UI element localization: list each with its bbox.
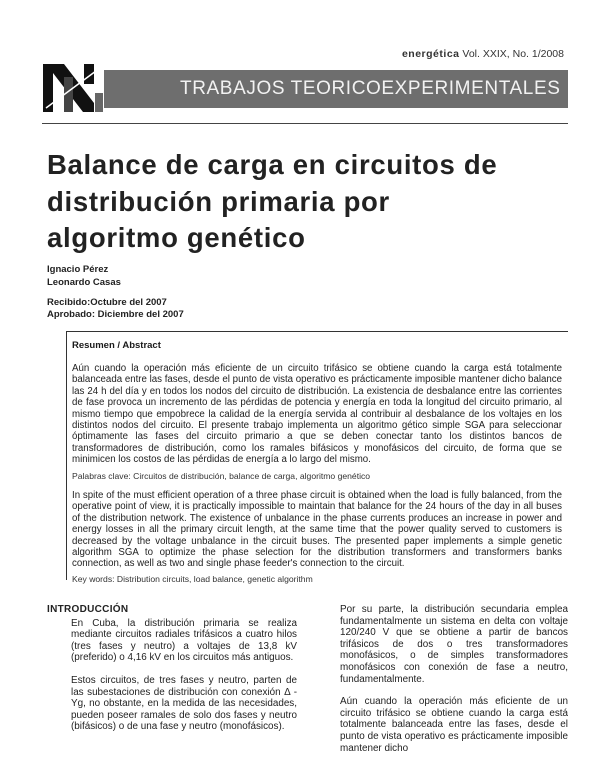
- body-paragraph: Aún cuando la operación más eficiente de un circuito trifásico se obtiene cuando la carga está totalmente balanceada entre las fases, desde el punto de vista operativo es prácticamente imposible mantener dicho: [340, 696, 568, 754]
- body-paragraph: En Cuba, la distribución primaria se realiza mediante circuitos radiales trifásicos a cuatro hilos (tres fases y neutro) a voltajes de 13,8 kV (preferido) o 4,16 kV en los circuitos más antiguos.: [71, 617, 297, 664]
- abstract-english-text: In spite of the must efficient operation of a three phase circuit is obtained when the load is fully balanced, from the operative point of view, it is practically impossible to maintain that balance for the 24 hours of the day in all buses of the distribution network. The existence of unbalance in the phase currents produces an increase in power and energy losses in all the primary circuit length, at the same time that the power quality served to customers is decreased by the voltage unbalance in the circuit buses. The presented paper implements a simple genetic algorithm SGA to optimize the phase selection for the distribution transformers and transformers banks connection, as well as two and single phase feeder's connection to the circuit.: [72, 490, 562, 570]
- journal-header: [402, 48, 564, 60]
- key-words: Key words: Distribution circuits, load balance, genetic algorithm: [72, 574, 313, 584]
- column-left: [47, 604, 297, 744]
- resumen-text: Aún cuando la operación más eficiente de un circuito trifásico se obtiene cuando la carga está totalmente balanceada entre las fases, desde el punto de vista operativo es prácticamente imposible mantener dicho balance las 24 h del día y en todos los nodos del circuito de distribución. La existencia de desbalance entre las corrientes de fase provoca un incremento de las pérdidas de potencia y energía en toda la longitud del circuito primario, al mismo tiempo que empobrece la calidad de la energía servida al contribuir al desbalance de los voltajes en los distintos nodos del circuito. El presente trabajo implementa un algoritmo gético simple SGA para seleccionar óptimamente las fases del circuito primario a que se deben conectar tanto los distintos bancos de transformadores de distribución, como los ramales bifásicos y monofásicos del circuito, de forma que se minimicen los costos de las pérdidas de energía a lo largo del mismo.: [72, 363, 562, 466]
- palabras-clave: Palabras clave: Circuitos de distribución, balance de carga, algoritmo genético: [72, 471, 371, 481]
- journal-name: energética: [401, 48, 460, 60]
- title-divider: [42, 123, 568, 124]
- author-name: Leonardo Casas: [47, 277, 121, 288]
- section-heading-introduccion: INTRODUCCIÓN: [47, 604, 129, 615]
- author-list: [47, 263, 121, 289]
- body-paragraph: Estos circuitos, de tres fases y neutro, parten de las subestaciones de distribución con conexión Δ -Yg, no obstante, en la medida de las necesidades, pueden poseer ramales de solo dos fases y neutro (bifásicos) o de una fase y neutro (monofásicos).: [71, 674, 297, 733]
- author-name: Ignacio Pérez: [47, 264, 109, 275]
- approved-date: Aprobado: Diciembre del 2007: [47, 309, 184, 320]
- article-title: Balance de carga en circuitos de distribución primaria por algoritmo genético: [47, 149, 498, 253]
- journal-issue: Vol. XXIX, No. 1/2008: [462, 48, 564, 60]
- abstract-heading: Resumen / Abstract: [72, 340, 161, 351]
- article-dates: [47, 297, 184, 321]
- journal-logo-icon: [42, 63, 104, 113]
- section-title: TRABAJOS TEORICOEXPERIMENTALES: [180, 78, 561, 99]
- column-right: [340, 604, 568, 765]
- body-paragraph: Por su parte, la distribución secundaria emplea fundamentalmente un sistema en delta con voltaje 120/240 V que se obtiene a partir de bancos trifásicos de dos o tres transformadores monofásicos, o de simples transformadores monofásicos con conexión de fase a neutro, fundamentalmente.: [340, 604, 568, 685]
- section-banner: [42, 64, 568, 112]
- received-date: Recibido:Octubre del 2007: [47, 297, 167, 308]
